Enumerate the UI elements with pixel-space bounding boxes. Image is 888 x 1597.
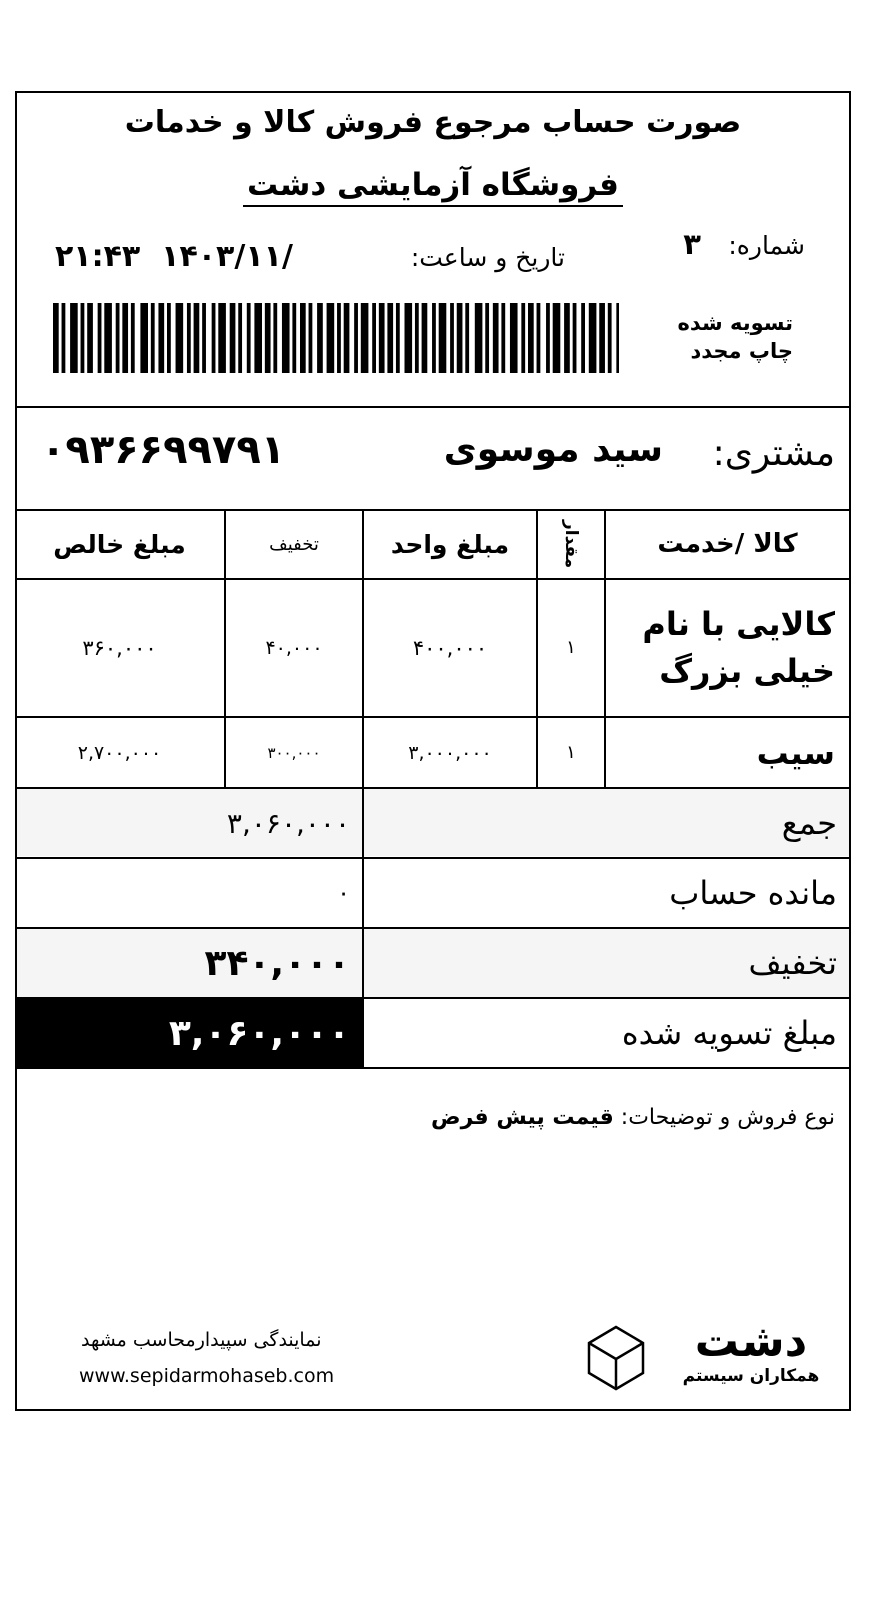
barcode-bar — [53, 303, 59, 373]
datetime-label: تاریخ و ساعت: — [410, 243, 565, 272]
barcode-bar — [218, 303, 226, 373]
barcode-bar — [439, 303, 447, 373]
row-1-item-line-1: کالایی با نام — [642, 605, 835, 644]
barcode-bar — [475, 303, 483, 373]
discount-total-value: ۳۴۰,۰۰۰ — [204, 942, 350, 984]
barcode-bar — [187, 303, 191, 373]
barcode-bar — [415, 303, 419, 373]
barcode-bar — [238, 303, 242, 373]
discount-total-label: تخفیف — [748, 944, 837, 982]
barcode-bar — [564, 303, 570, 373]
customer-name: سید موسوی — [443, 429, 663, 470]
barcode-bar — [457, 303, 463, 373]
balance-value: ۰ — [337, 879, 350, 907]
row-2-qty: ۱ — [566, 742, 576, 763]
barcode-bar — [372, 303, 376, 373]
invoice-number-value: ۳ — [683, 227, 701, 261]
barcode-bar — [387, 303, 393, 373]
barcode-bar — [589, 303, 597, 373]
invoice-number-label: شماره: — [728, 231, 805, 260]
barcode-bar — [87, 303, 93, 373]
barcode-bar — [81, 303, 85, 373]
barcode-bar — [396, 303, 400, 373]
brand-tagline: همکاران سیستم — [682, 1366, 820, 1386]
barcode-bar — [230, 303, 236, 373]
sale-notes-label: نوع فروش و توضیحات: — [620, 1105, 835, 1130]
settled-value: ۳,۰۶۰,۰۰۰ — [168, 1012, 350, 1054]
barcode-bar — [151, 303, 155, 373]
header-qty: مقدار — [561, 519, 581, 569]
sum-label: جمع — [781, 804, 837, 842]
divider-header — [17, 406, 849, 408]
row-1-item-line-2: خیلی بزرگ — [659, 651, 835, 690]
datetime-value: ۲۱:۴۳ ۱۴۰۳/۱۱/ — [55, 239, 293, 274]
barcode-bar — [546, 303, 550, 373]
barcode-bar — [122, 303, 128, 373]
barcode-bar — [405, 303, 413, 373]
sale-notes-value: قیمت پیش فرض — [431, 1105, 614, 1130]
store-name — [17, 167, 849, 203]
barcode-bar — [528, 303, 534, 373]
barcode-bar — [247, 303, 251, 373]
store-name-text: فروشگاه آزمایشی دشت — [243, 167, 623, 207]
customer-phone: ۰۹۳۶۶۹۹۷۹۱ — [41, 427, 286, 473]
barcode-bar — [265, 303, 271, 373]
receipt-title: صورت حساب مرجوع فروش کالا و خدمات — [124, 105, 742, 140]
barcode-bar — [450, 303, 454, 373]
sum-value: ۳,۰۶۰,۰۰۰ — [226, 806, 350, 840]
barcode-bar — [537, 303, 541, 373]
barcode-bar — [608, 303, 612, 373]
barcode-bar — [202, 303, 206, 373]
barcode-bar — [273, 303, 277, 373]
barcode-bar — [501, 303, 505, 373]
barcode-bar — [422, 303, 428, 373]
barcode-bar — [194, 303, 200, 373]
sale-notes — [431, 1105, 835, 1130]
barcode-bar — [553, 303, 561, 373]
barcode-bar — [104, 303, 112, 373]
barcode-bar — [70, 303, 78, 373]
row-1-discount: ۴۰,۰۰۰ — [265, 636, 323, 659]
barcode-bar — [282, 303, 290, 373]
barcode-bar — [140, 303, 148, 373]
barcode-bar — [510, 303, 518, 373]
barcode-bar — [309, 303, 313, 373]
header-unit-price: مبلغ واحد — [390, 529, 510, 559]
barcode-bar — [98, 303, 102, 373]
barcode-bar — [116, 303, 120, 373]
settled-label: مبلغ تسویه شده — [621, 1014, 837, 1052]
barcode-bar — [176, 303, 184, 373]
barcode-bar — [361, 303, 369, 373]
status-settled: تسویه شده — [677, 311, 793, 335]
header-discount: تخفیف — [269, 533, 319, 555]
barcode-bar — [62, 303, 66, 373]
barcode-bar — [292, 303, 296, 373]
row-2-unit-price: ۳,۰۰۰,۰۰۰ — [408, 741, 492, 764]
header-net: مبلغ خالص — [53, 529, 186, 559]
barcode-bar — [254, 303, 262, 373]
barcode-bar — [354, 303, 358, 373]
barcode-bar — [485, 303, 489, 373]
barcode-bar — [432, 303, 436, 373]
header-qty-cell — [538, 511, 604, 577]
barcode-bar — [158, 303, 164, 373]
barcode-bar — [521, 303, 525, 373]
row-2-item: سیب — [756, 733, 835, 772]
table-row-1-item — [606, 580, 849, 715]
barcode-bar — [167, 303, 171, 373]
barcode-bar — [327, 303, 335, 373]
barcode-bar — [344, 303, 350, 373]
barcode-bar — [573, 303, 577, 373]
barcode-bar — [379, 303, 385, 373]
row-1-net: ۳۶۰,۰۰۰ — [82, 635, 157, 660]
receipt — [15, 91, 851, 1411]
status-reprint: چاپ مجدد — [690, 339, 793, 363]
barcode-bar — [300, 303, 306, 373]
barcode-bar — [337, 303, 341, 373]
barcode-bar — [131, 303, 135, 373]
barcode-bar — [581, 303, 585, 373]
barcode-bar — [465, 303, 469, 373]
header-item: کالا /خدمت — [657, 529, 798, 559]
divider-settled — [17, 1067, 849, 1069]
barcode-bar — [616, 303, 619, 373]
brand-logo — [681, 1316, 821, 1387]
cube-outline-icon — [585, 1325, 647, 1391]
barcode-bar — [317, 303, 323, 373]
row-2-discount: ۳۰۰,۰۰۰ — [267, 743, 321, 762]
barcode-bar — [599, 303, 605, 373]
customer-label: مشتری: — [712, 433, 835, 474]
agency-name: نمایندگی سپیدارمحاسب مشهد — [81, 1329, 322, 1351]
barcode-bar — [212, 303, 216, 373]
barcode-bar — [493, 303, 499, 373]
row-2-net: ۲,۷۰۰,۰۰۰ — [77, 741, 162, 764]
row-1-unit-price: ۴۰۰,۰۰۰ — [412, 635, 488, 660]
brand-name: دشت — [694, 1316, 808, 1367]
website-link[interactable]: www.sepidarmohaseb.com — [79, 1365, 335, 1387]
balance-label: مانده حساب — [669, 874, 837, 912]
row-1-qty: ۱ — [566, 637, 576, 658]
barcode — [53, 303, 619, 373]
